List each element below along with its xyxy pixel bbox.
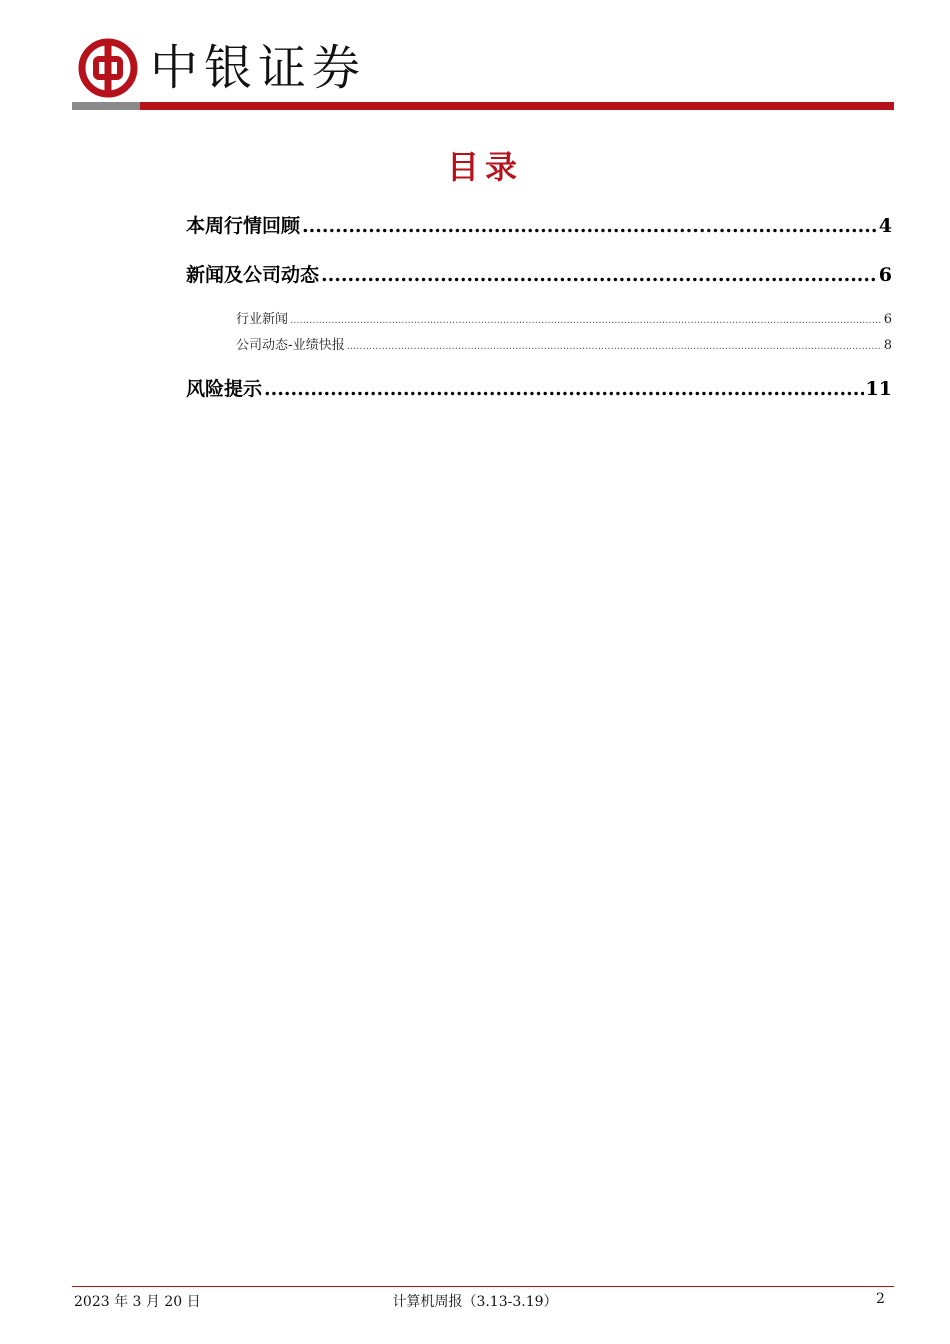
toc-entry-label: 风险提示	[186, 378, 263, 400]
toc-entry-page: 6	[883, 312, 892, 327]
toc-entry-market-review[interactable]	[186, 211, 892, 238]
toc-leader-dots	[321, 264, 877, 286]
toc-title: 目录	[446, 148, 523, 186]
toc-entry-label: 新闻及公司动态	[186, 264, 320, 286]
header-rule-grey	[72, 102, 140, 110]
footer-rule	[72, 1286, 894, 1287]
toc-entry-page: 11	[865, 378, 892, 400]
footer-report-title: 计算机周报（3.13-3.19）	[392, 1294, 558, 1310]
brand-name: 中银证券	[150, 40, 367, 96]
footer-date: 2023 年 3 月 20 日	[74, 1294, 201, 1310]
bank-of-china-logo-icon	[78, 38, 138, 98]
toc-entry-label: 公司动态-业绩快报	[236, 338, 345, 353]
toc-entry-label: 行业新闻	[236, 312, 289, 327]
toc-leader-dots	[347, 341, 882, 352]
toc-entry-industry-news[interactable]	[236, 308, 892, 327]
toc-leader-dots	[290, 315, 882, 326]
toc-entry-label: 本周行情回顾	[186, 215, 301, 237]
toc-entry-risk-warning[interactable]	[186, 374, 892, 401]
footer-page-number: 2	[876, 1291, 885, 1307]
toc-leader-dots	[302, 215, 877, 237]
toc-entry-news-company[interactable]	[186, 260, 892, 287]
toc-entry-earnings-flash[interactable]	[236, 334, 892, 353]
header-rule-red	[140, 102, 894, 110]
toc-entry-page: 8	[883, 338, 892, 353]
toc-leader-dots	[264, 378, 864, 400]
page-header	[72, 36, 894, 110]
toc-entry-page: 4	[878, 215, 892, 237]
toc-entry-page: 6	[878, 264, 892, 286]
